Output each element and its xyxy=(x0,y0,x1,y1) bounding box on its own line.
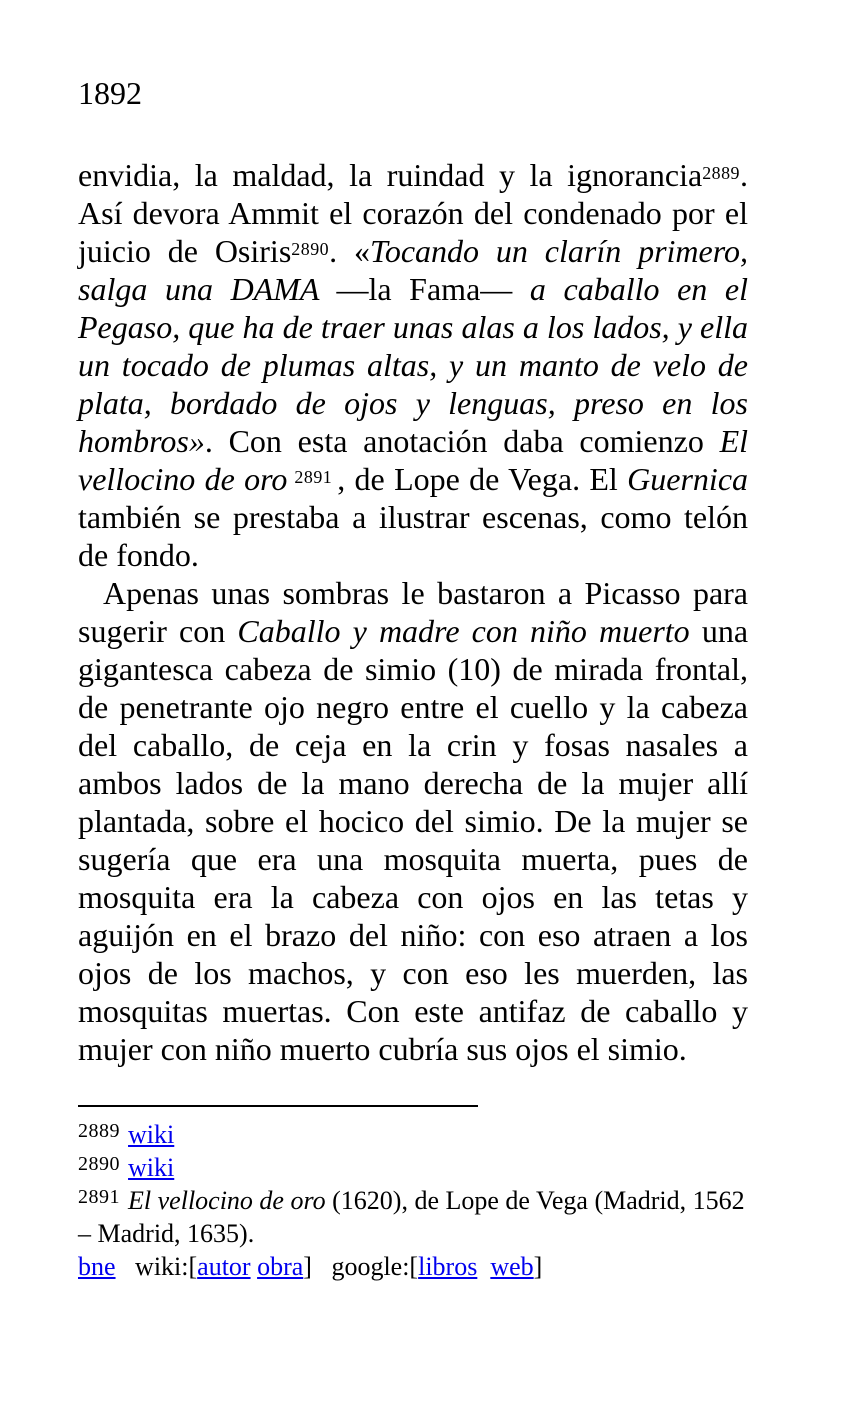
text-run: ] google:[ xyxy=(303,1252,419,1281)
text-run: . Así devora Ammit el corazón del condenado por el juicio de Osiris xyxy=(78,157,748,269)
text-run: también se prestaba a ilustrar escenas, como telón de fondo. xyxy=(78,499,748,573)
link-autor[interactable]: autor xyxy=(197,1252,251,1281)
link-wiki[interactable]: wiki xyxy=(128,1120,175,1149)
body-text xyxy=(78,156,748,1068)
footnote xyxy=(78,1118,748,1151)
page-number: 1892 xyxy=(78,75,142,111)
italic-text: Caballo y madre con niño muerto xyxy=(237,613,690,649)
text-run: una gigantesca cabeza de simio (10) de mirada frontal, de penetrante ojo negro entre el cuello y la cabeza del caballo, de ceja en la crin y fosas nasales a ambos lados de la mano derecha de la mujer allí plantada, sobre el hocico del simio. De la mujer se sugería que era una mosquita muerta, pues de mosquita era la cabeza con ojos en las tetas y aguijón en el brazo del niño: con eso atraen a los ojos de los machos, y con eso les muerden, las mosquitas muertas. Con este antifaz de caballo y mujer con niño muerto cubría sus ojos el simio. xyxy=(78,613,749,1067)
footnote-ref: 2889 xyxy=(702,163,740,183)
text-run: wiki:[ xyxy=(115,1252,198,1281)
link-web[interactable]: web xyxy=(490,1252,534,1281)
link-wiki[interactable]: wiki xyxy=(128,1153,175,1182)
italic-text: Guernica xyxy=(627,461,749,497)
text-run xyxy=(477,1252,490,1281)
footnotes-section xyxy=(78,1118,748,1283)
link-obra[interactable]: obra xyxy=(257,1252,304,1281)
italic-text: El vellocino de oro xyxy=(78,423,748,497)
text-run: envidia, la maldad, la ruindad y la ignorancia xyxy=(78,157,703,193)
text-run: . Con esta anotación daba comienzo xyxy=(204,423,720,459)
link-bne[interactable]: bne xyxy=(78,1252,116,1281)
footnote-ref: 2890 xyxy=(291,239,330,259)
paragraph xyxy=(78,156,748,574)
text-run: , de Lope de Vega. El xyxy=(337,461,628,497)
text-run: . « xyxy=(329,233,370,269)
footnote-links-line xyxy=(78,1250,748,1283)
footnote xyxy=(78,1184,748,1250)
footnote-marker: 2890 xyxy=(78,1153,121,1175)
italic-text: a caballo en el Pegaso, que ha de traer unas alas a los lados, y ella un tocado de plumas altas, y un manto de velo de plata, bordado de ojos y lenguas, preso en los hombros» xyxy=(78,271,749,459)
text-run: ] xyxy=(533,1252,543,1281)
footnote-separator xyxy=(78,1105,478,1107)
italic-text: Tocando un clarín primero, salga una DAMA xyxy=(78,233,749,307)
paragraph xyxy=(78,574,748,1068)
italic-text: El vellocino de oro xyxy=(128,1186,326,1215)
footnote-marker: 2891 xyxy=(78,1186,121,1208)
text-run: Apenas unas sombras le bastaron a Picasso para sugerir con xyxy=(78,575,748,649)
text-run: (1620), de Lope de Vega (Madrid, 1562 – Madrid, 1635). xyxy=(78,1186,745,1248)
footnote-ref: 2891 xyxy=(294,467,333,487)
footnote-marker: 2889 xyxy=(78,1120,121,1142)
footnote xyxy=(78,1151,748,1184)
text-run: —la Fama— xyxy=(336,271,530,307)
link-libros[interactable]: libros xyxy=(418,1252,478,1281)
